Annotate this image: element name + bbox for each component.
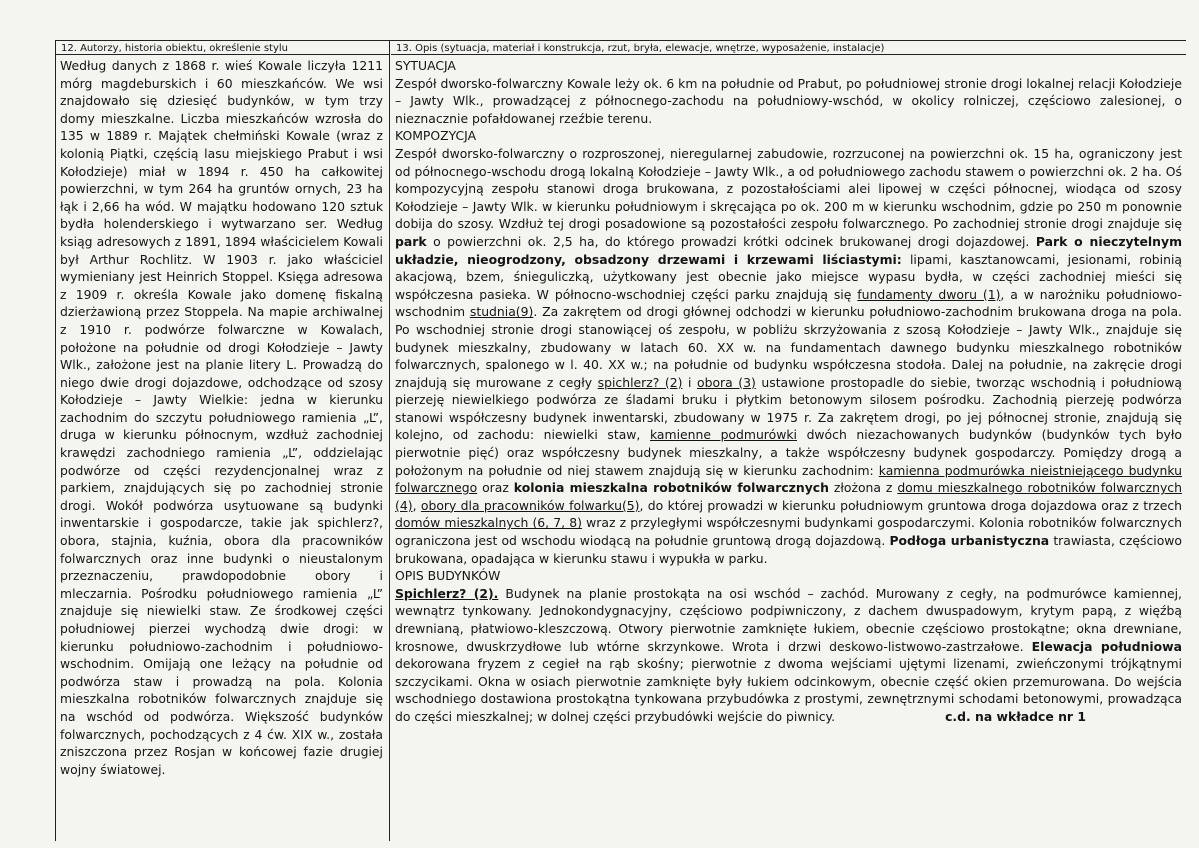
section-title-kompozycja: KOMPOZYCJA — [395, 128, 477, 144]
history-paragraph: Według danych z 1868 r. wieś Kowale liczyła 1211 mórg magdeburskich i 60 mieszkańców. We wsi znajdowało się dziesięć budynków, w tym trzy domy mieszkalne. Liczba mieszkańców wzrosła do 135 w 1889 r. Majątek chełmiński Kowale (wraz z kolonią Piątki, częścią lasu miejskiego Prabut i wsi Kołodzieje) miał w 1894 r. 450 ha całkowitej powierzchni, w tym 264 ha gruntów ornych, 23 ha łąk i 2,66 ha wód. W majątku hodowano 120 sztuk bydła holenderskiego i wytwarzano ser. Według ksiąg adresowych z 1891, 1894 właścicielem Kowali był Arthur Rochlitz. W 1903 r. jako właściciel wymieniany jest Heinrich Stoppel. Księga adresowa z 1909 r. określa Kowale jako domenę fiskalną dzierżawioną przez Stoppela. Na mapie archiwalnej z 1910 r. podwórze folwarczne w Kowalach, położone na południe od drogi Kołodzieje – Jawty Wlk., założone jest na planie litery L. Prowadzą do niego dwie drogi dojazdowe, odchodzące od szosy Kołodzieje – Jawty Wielkie: jedna w kierunku zachodnim do szczytu południowego ramienia „L”, druga w kierunku północnym, wzdłuż zachodniej krawędzi zachodniego ramienia „L”, oddzielając podwórze od części rezydencjonalnej wraz z parkiem, znajdujących się po zachodniej stronie drogi. Wokół podwórza usytuowane są budynki inwentarskie i gospodarcze, takie jak spichlerz?, obora, stajnia, kuźnia, obora dla pracowników folwarcznych oraz inne budynki o nieustalonym przeznaczeniu, prawdopodobnie obory i mleczarnia. Pośrodku południowego ramienia „L” znajduje się niewielki staw. Ze środkowej części południowej pierzei wychodzą dwie drogi: w kierunku południowo-zachodnim i południowo-wschodnim. Omijają one leżący na południe od podwórza staw i prowadzą na pola. Kolonia mieszkalna robotników folwarcznych znajduje się na wschód od podwórza. Większość budynków folwarcznych, pochodzących z 4 ćw. XIX w., została zniszczona przez Rosjan w końcowej fazie drugiej wojny światowej. — [60, 58, 383, 777]
text-run: dekorowana fryzem z cegieł na rąb skośny; pierwotnie z dwoma wejściami ujętymi lizenami, zwieńczonymi trójkątnymi szczycikami. Okna w osiach pierwotnie zamknięte były łukiem odcinkowym, obecnie część okien przemurowana. Do wejścia wschodniego dostawiona prostokątna tynkowana przybudówka z prostymi, zewnętrznymi schodami betonowymi, prowadząca do części mieszkalnej; w dolnej części przybudówki wejście do piwnicy. — [395, 656, 1182, 724]
form-sheet — [55, 40, 1186, 841]
text-run: , a w narożniku południowo-wschodnim — [395, 286, 1182, 320]
underlined-term: obory dla pracowników folwarku(5) — [420, 497, 640, 513]
left-column — [56, 41, 390, 841]
text-run: wraz z przyległymi współczesnymi budynkami gospodarczymi. Kolonia robotników folwarcznych ograniczona jest od wschodu wiodącą na południe gruntową drogą dojazdową. — [395, 515, 1182, 549]
sytuacja-paragraph: Zespół dworsko-folwarczny Kowale leży ok. 6 km na południe od Prabut, po południowej stronie drogi lokalnej relacji Kołodzieje – Jawty Wlk., prowadzącej z północnego-zachodu na południowy-wschód, w okolicy rolniczej, częściowo zalesionej, o nieznacznie pofałdowanej rzeźbie terenu. — [395, 75, 1182, 126]
bold-term: Podłoga urbanistyczna — [889, 533, 1050, 549]
opis-paragraph — [395, 585, 1182, 726]
text-run: , do której prowadzi w kierunku południowym gruntowa droga dojazdowa oraz z trzech — [639, 497, 1182, 513]
bold-term: Elewacja południowa — [1031, 638, 1182, 654]
left-column-header: 12. Autorzy, historia obiektu, określenie stylu — [56, 41, 389, 55]
bold-term: park — [395, 233, 427, 249]
history-text — [56, 55, 389, 778]
text-run: dwóch niezachowanych budynków (budynków tych było pierwotnie pięć) oraz współczesny budynek mieszkalny, a także współczesny budynek gospodarczy. Pomiędzy drogą a położonym na południe od niej stawem znajdują się w kierunku zachodnim: — [395, 427, 1182, 478]
building-heading: Spichlerz? (2). — [395, 585, 499, 601]
underlined-term: obora (3) — [697, 374, 756, 390]
right-column-header: 13. Opis (sytuacja, materiał i konstrukcja, rzut, bryła, elewacje, wnętrze, wyposażenie, instalacje) — [391, 41, 1186, 55]
text-run: , — [412, 497, 417, 513]
text-run: lipami, kasztanowcami, jesionami, robinią akacjową, bzem, śnieguliczką, użytkowany jest obecnie jako miejsce wypasu bydła, w części zachodniej mieści się współczesna pasieka. W północno-wschodniej części parku znajdują się — [395, 251, 1182, 302]
section-title-sytuacja: SYTUACJA — [395, 58, 456, 73]
text-run: ustawione prostopadle do siebie, tworząc wschodnią i południową pierzeję niewielkiego podwórza ze śladami bruku i płytkim betonowym silosem pośrodku. Zachodnią pierzeję podwórza stanowi współczesny budynek inwentarski, zbudowany w 1975 r. Za zakrętem drogi, po jej północnej stronie, znajdują się kolejno, od zachodu: niewielki staw, — [395, 374, 1182, 443]
text-run: . Za zakrętem od drogi głównej odchodzi w kierunku południowo-zachodnim brukowana droga na pola. Po wschodniej stronie drogi stanowiącej oś zespołu, w pobliżu skrzyżowania z szosą Kołodzieje – Jawty Wlk., znajduje się budynek mieszkalny, zbudowany w latach 60. XX w. na fundamentach dawnego budynku mieszkalnego robotników folwarcznych, spalonego w l. 40. XX w.; na południe od budynku współczesna stodoła. Dalej na południe, na zakręcie drogi znajdują się murowane z cegły — [395, 304, 1182, 390]
kompozycja-paragraph — [395, 145, 1182, 567]
underlined-term: fundamenty dworu (1) — [857, 286, 1001, 302]
text-run: i — [687, 374, 692, 390]
text-run: oraz — [482, 480, 509, 496]
right-column — [391, 41, 1186, 841]
underlined-term: studnia(9) — [469, 304, 534, 320]
text-run: złożona z — [833, 480, 893, 496]
underlined-term: spichlerz? (2) — [597, 374, 683, 390]
underlined-term: kamienne podmurówki — [649, 427, 797, 443]
bold-term: Park o nieczytelnym układzie, nieogrodzony, obsadzony drzewami i krzewami liściastymi: — [395, 233, 1182, 267]
text-run: Zespół dworsko-folwarczny o rozproszonej, nieregularnej zabudowie, rozrzuconej na powierzchni ok. 15 ha, ograniczony jest od północnego-wschodu drogą lokalną Kołodzieje – Jawty Wlk., a od południowego zachodu stawem o powierzchni ok. 2 ha. Oś kompozycyjną zespołu stanowi droga brukowana, z pozostałościami alei lipowej w części północnej, wiodąca od szosy Kołodzieje – Jawty Wlk. w kierunku południowym i skręcająca po ok. 200 m w kierunku wschodnim, gdzie po 250 m ponownie dobija do szosy. Wzdłuż tej drogi posadowione są pozostałości zespołu folwarcznego. Po zachodniej stronie drogi znajduje się — [395, 145, 1182, 232]
description-text — [391, 55, 1186, 726]
text-run: trawiasta, częściowo brukowana, opadająca w kierunku stawu i wypukła w parku. — [395, 533, 1182, 566]
bold-term: kolonia mieszkalna robotników folwarcznych — [513, 480, 829, 496]
text-run: Budynek na planie prostokąta na osi wschód – zachód. Murowany z cegły, na podmurówce kamiennej, wewnątrz tynkowany. Jednokondygnacyjny, częściowo podpiwniczony, z dachem dwuspadowym, krytym papą, z więźbą drewnianą, płatwiowo-kleszczową. Otwory pierwotnie zamknięte łukiem, obecnie częściowo prostokątne; okna drewniane, krosnowe, dwuskrzydłowe lub wtórne skrzynkowe. Wrota i drzwi deskowo-listwowo-zastrzałowe. — [395, 585, 1182, 654]
underlined-term: domu mieszkalnego robotników folwarcznych (4) — [395, 480, 1182, 513]
continuation-note: c.d. na wkładce nr 1 — [945, 708, 1086, 724]
underlined-term: domów mieszkalnych (6, 7, 8) — [395, 515, 582, 531]
underlined-term: kamienna podmurówka nieistniejącego budynku folwarcznego — [395, 462, 1182, 496]
text-run: o powierzchni ok. 2,5 ha, do którego prowadzi krótki odcinek brukowanej drogi dojazdowej. — [433, 233, 1030, 249]
section-title-opis-budynkow: OPIS BUDYNKÓW — [395, 568, 501, 584]
